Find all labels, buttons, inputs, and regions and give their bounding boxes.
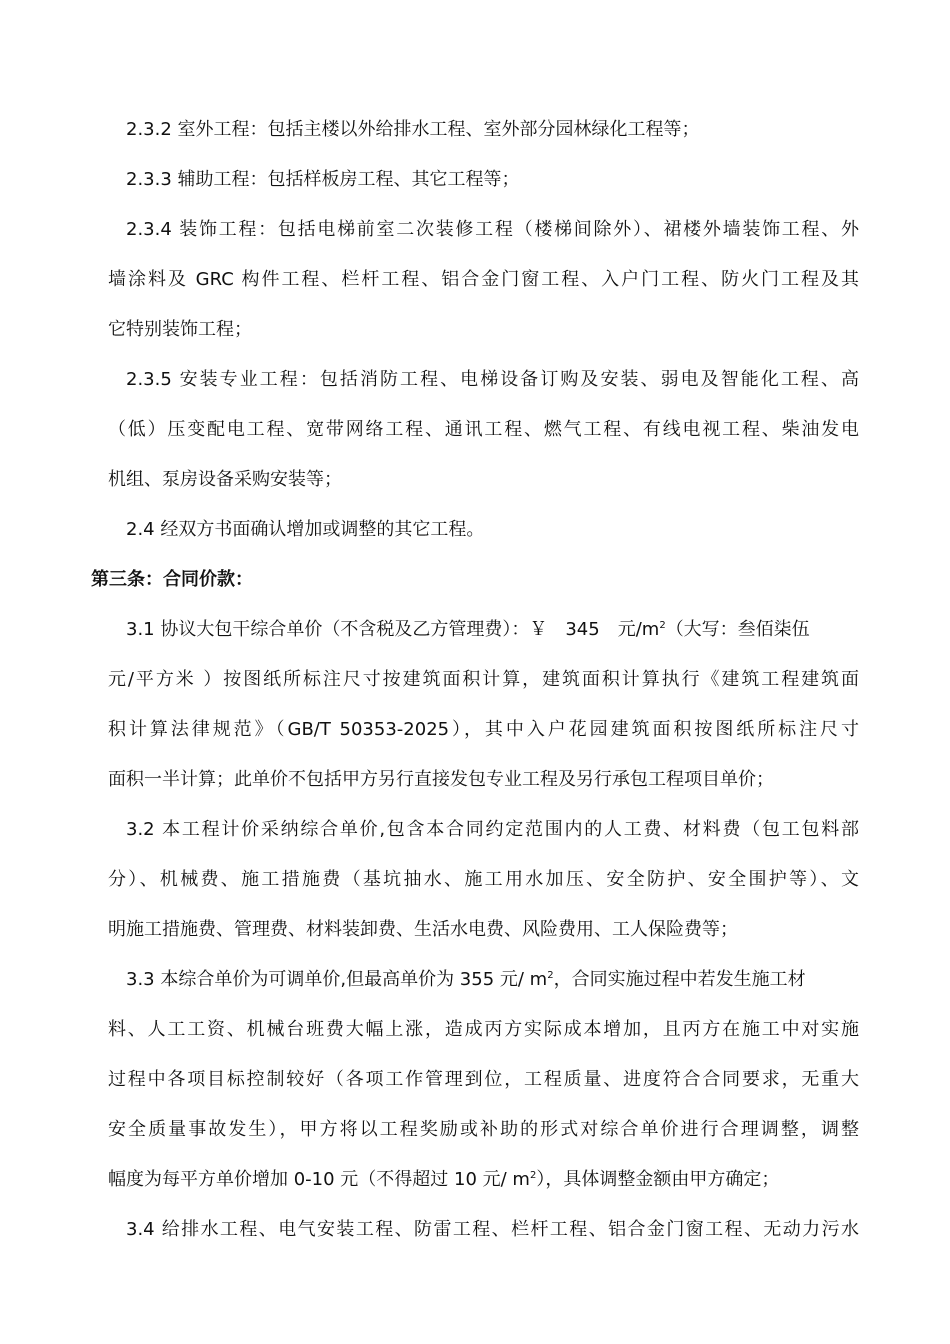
clause-2-3-5	[108, 355, 859, 505]
clause-3-2	[108, 805, 859, 955]
clause-3-3-superscript: 2	[547, 970, 554, 981]
clause-2-3-3	[126, 155, 859, 205]
clause-3-3-line-5-text-a: 幅度为每平方单价增加 0-10 元（不得超过 10 元/ m	[108, 1169, 530, 1190]
clause-3-3-line-1-text-b: ，合同实施过程中若发生施工材	[553, 969, 806, 990]
clause-3-3-line-2: 料、人工工资、机械台班费大幅上涨，造成丙方实际成本增加，且丙方在施工中对实施	[108, 1019, 859, 1040]
clause-3-1-superscript: 2	[659, 620, 666, 631]
clause-3-1-line-4: 面积一半计算；此单价不包括甲方另行直接发包专业工程及另行承包工程项目单价；	[108, 769, 774, 790]
clause-2-3-4	[108, 205, 859, 355]
clause-2-3-4-line-3: 它特别装饰工程；	[108, 319, 252, 340]
clause-3-4-line-1: 3.4 给排水工程、电气安装工程、防雷工程、栏杆工程、铝合金门窗工程、无动力污水	[126, 1219, 859, 1240]
clause-3-1-line-3: 积计算法律规范》（GB/T 50353-2025），其中入户花园建筑面积按图纸所标注尺寸	[108, 719, 859, 740]
clause-2-3-4-line-1: 2.3.4 装饰工程：包括电梯前室二次装修工程（楼梯间除外）、裙楼外墙装饰工程、外	[126, 219, 859, 240]
clause-2-4	[126, 505, 859, 555]
clause-3-3-line-3: 过程中各项目标控制较好（各项工作管理到位，工程质量、进度符合合同要求，无重大	[108, 1069, 859, 1090]
clause-3-3-line-5	[108, 1155, 859, 1205]
clause-3-2-line-3: 明施工措施费、管理费、材料装卸费、生活水电费、风险费用、工人保险费等；	[108, 919, 738, 940]
clause-2-3-3-line-1: 2.3.3 辅助工程：包括样板房工程、其它工程等；	[126, 169, 520, 190]
clause-3-4	[126, 1205, 859, 1255]
clause-3-3-line-5-text-b: ），具体调整金额由甲方确定；	[536, 1169, 780, 1190]
clause-3-2-line-1: 3.2 本工程计价采纳综合单价,包含本合同约定范围内的人工费、材料费（包工包料部	[126, 819, 859, 840]
clause-3-2-line-2: 分）、机械费、施工措施费（基坑抽水、施工用水加压、安全防护、安全围护等）、文	[108, 869, 859, 890]
clause-3-1-line-1-text-a: 3.1 协议大包干综合单价（不含税及乙方管理费）：￥ 345 元/m	[126, 619, 660, 640]
clause-2-4-line-1: 2.4 经双方书面确认增加或调整的其它工程。	[126, 519, 485, 540]
clause-2-3-4-line-2: 墙涂料及 GRC 构件工程、栏杆工程、铝合金门窗工程、入户门工程、防火门工程及其	[108, 269, 859, 290]
clause-2-3-5-line-3: 机组、泵房设备采购安装等；	[108, 469, 342, 490]
clause-2-3-2-line-1: 2.3.2 室外工程：包括主楼以外给排水工程、室外部分园林绿化工程等；	[126, 119, 700, 140]
clause-2-3-5-line-1: 2.3.5 安装专业工程：包括消防工程、电梯设备订购及安装、弱电及智能化工程、高	[126, 369, 859, 390]
clause-2-3-5-line-2: （低）压变配电工程、宽带网络工程、通讯工程、燃气工程、有线电视工程、柴油发电	[108, 419, 859, 440]
clause-3-1-line-1-text-b: （大写：叁佰柒伍	[665, 619, 810, 640]
clause-2-3-2	[126, 105, 859, 155]
clause-3-1-line-2: 元/平方米 ）按图纸所标注尺寸按建筑面积计算，建筑面积计算执行《建筑工程建筑面	[108, 669, 859, 690]
clause-3-3-line-5-superscript: 2	[529, 1170, 537, 1181]
clause-3-3-line-4: 安全质量事故发生），甲方将以工程奖励或补助的形式对综合单价进行合理调整，调整	[108, 1119, 859, 1140]
clause-3-3-line-1	[126, 955, 859, 1005]
clause-3-1	[108, 605, 859, 805]
clause-3-3-line-1-text-a: 3.3 本综合单价为可调单价,但最高单价为 355 元/ m	[126, 969, 548, 990]
clause-3-3	[108, 955, 859, 1205]
section-heading-article-3: 第三条：合同价款：	[91, 569, 253, 590]
clause-3-1-line-1	[126, 605, 859, 655]
